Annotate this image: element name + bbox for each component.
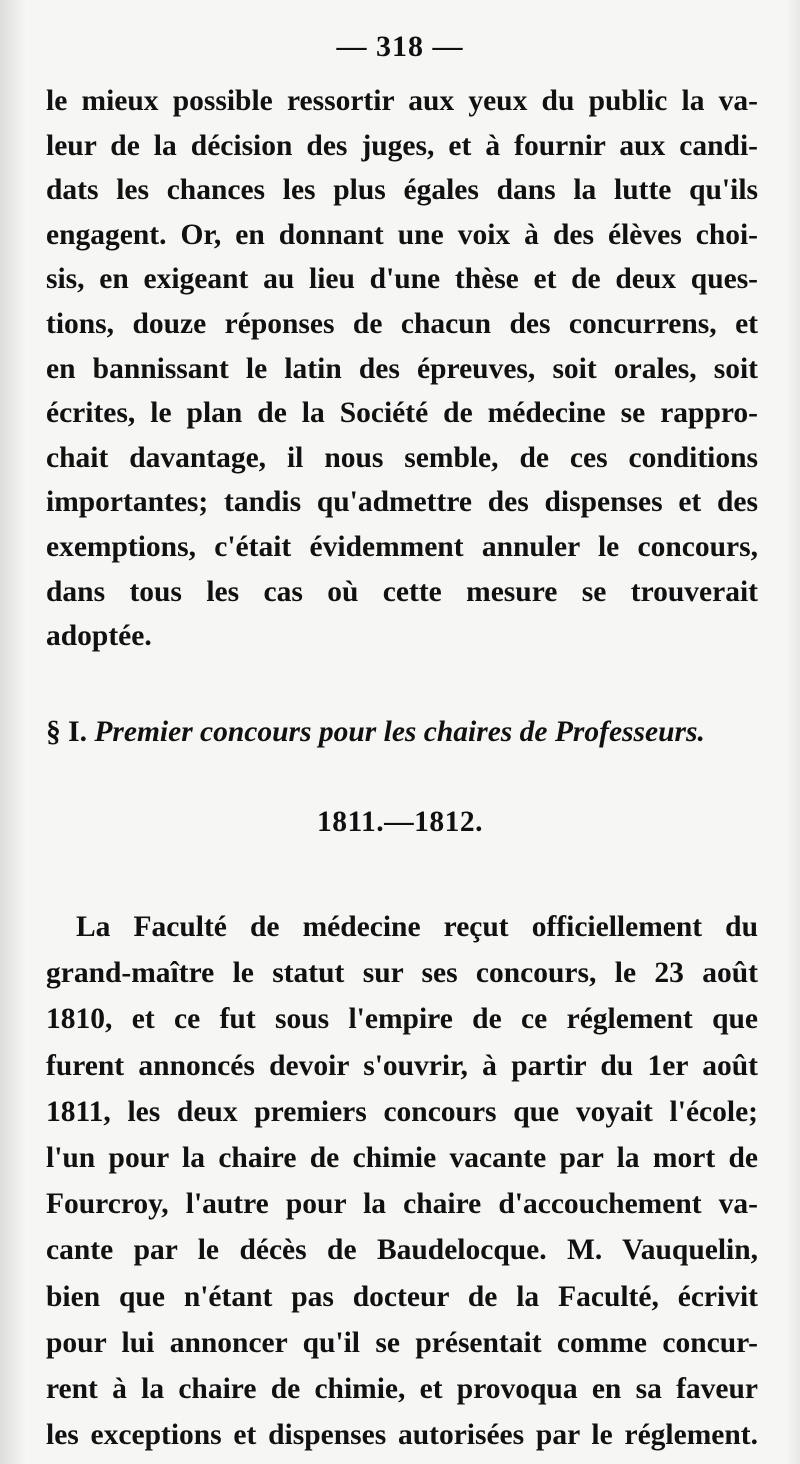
page-edge-shadow [0,0,26,1464]
text-line: tions, douze réponses de chacun des concurrens, et [46,307,758,340]
page-number: — 318 — [336,30,464,63]
text-line: en bannissant le latin des épreuves, soit orales, soit [46,352,758,385]
text-line: écrites, le plan de la Société de médecine se rappro- [46,397,758,430]
text-line: 1810, et ce fut sous l'empire de ce réglement que [46,1003,758,1036]
text-line: dats les chances les plus égales dans la lutte qu'ils [46,174,758,207]
text-line: les exceptions et dispenses autorisées par le réglement. [46,1419,758,1452]
text-line: rent à la chaire de chimie, et provoqua en sa faveur [46,1372,758,1405]
text-line: le mieux possible ressortir aux yeux du public la va- [46,85,758,117]
text-line: grand-maître le statut sur ses concours, le 23 août [46,957,758,990]
paragraph-1 [46,79,758,659]
year-heading: 1811.—1812. [316,806,484,838]
section-heading [46,716,758,749]
text-line: l'un pour la chaire de chimie vacante par la mort de [46,1141,758,1174]
text-line: La Faculté de médecine reçut officiellement du [76,911,758,943]
text-line: engagent. Or, en donnant une voix à des élèves choi- [46,218,758,251]
section-number: § I. [46,716,87,748]
text-line: leur de la décision des juges, et à fournir aux candi- [46,129,758,162]
text-line: exemptions, c'était évidemment annuler le concours, [46,530,758,563]
paragraph-2 [46,904,758,1458]
text-line: cante par le décès de Baudelocque. M. Vauquelin, [46,1234,758,1267]
text-line: importantes; tandis qu'admettre des dispenses et des [46,486,758,519]
text-line: Fourcroy, l'autre pour la chaire d'accouchement va- [46,1188,758,1221]
page-edge-shadow-right [786,0,800,1464]
text-line: chait davantage, il nous semble, de ces conditions [46,441,758,474]
text-line: dans tous les cas où cette mesure se trouverait [46,575,758,608]
text-line: furent annoncés devoir s'ouvrir, à partir du 1er août [46,1049,758,1082]
text-line: adoptée. [46,620,152,653]
text-line: pour lui annoncer qu'il se présentait comme concur- [46,1326,758,1359]
text-line: bien que n'étant pas docteur de la Faculté, écrivit [46,1280,758,1313]
section-title: Premier concours pour les chaires de Professeurs. [94,716,705,748]
text-line: 1811, les deux premiers concours que voyait l'école; [46,1095,758,1128]
text-line: sis, en exigeant au lieu d'une thèse et de deux ques- [46,263,758,296]
